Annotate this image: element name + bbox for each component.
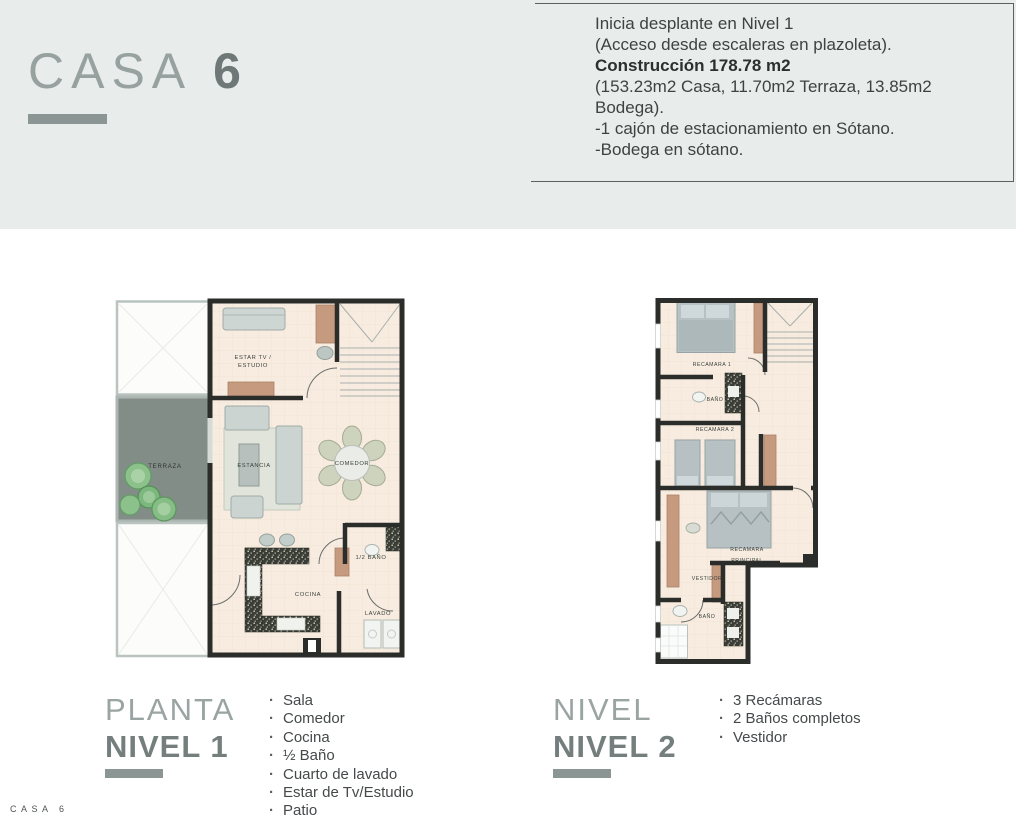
floor-plan-nivel2	[655, 296, 820, 666]
principal-label-line2: PRINCIPAL	[731, 558, 763, 564]
info-line: Bodega).	[595, 98, 664, 117]
list-item: · Patio	[268, 802, 414, 820]
vestidor-label: VESTIDOR	[691, 576, 723, 582]
legend1-feature-list	[268, 692, 414, 821]
master-bed	[707, 491, 771, 548]
principal-label-line1: RECAMARA	[730, 547, 764, 553]
info-bottom-rule	[531, 181, 1014, 182]
legend2-heading-bold: NIVEL 2	[553, 729, 677, 764]
patio-top-area	[117, 302, 209, 395]
estar-label-line2: ESTUDIO	[238, 363, 268, 369]
footer-label: CASA 6	[10, 804, 69, 814]
legend1-heading-light: PLANTA	[105, 692, 236, 727]
cocina-label: COCINA	[294, 592, 322, 598]
legend2-accent-bar	[553, 769, 611, 778]
legend2-heading-light: NIVEL	[553, 692, 653, 727]
medio-bano-label: 1/2 BAÑO	[355, 555, 387, 561]
legend2-feature-list	[718, 692, 861, 747]
floor-plan-nivel1	[115, 298, 405, 663]
sliding-door	[208, 418, 213, 463]
list-item: · Cuarto de lavado	[268, 766, 414, 784]
title-word: CASA	[28, 43, 193, 99]
list-item: · ½ Baño	[268, 747, 414, 765]
house-interior	[208, 301, 403, 655]
legend1-heading-bold: NIVEL 1	[105, 729, 229, 764]
list-item: · Estar de Tv/Estudio	[268, 784, 414, 802]
bano-label: BAÑO	[706, 397, 724, 403]
info-block	[595, 13, 1010, 160]
info-line: Inicia desplante en Nivel 1	[595, 14, 794, 33]
terraza-area	[117, 397, 209, 521]
list-item: · 3 Recámaras	[718, 692, 861, 710]
info-top-rule	[535, 3, 1014, 4]
legend1-accent-bar	[105, 769, 163, 778]
recamara2-label: RECAMARA 2	[695, 427, 735, 433]
info-line: (153.23m2 Casa, 11.70m2 Terraza, 13.85m2	[595, 77, 932, 96]
list-item: · Vestidor	[718, 729, 861, 747]
list-item: · Cocina	[268, 729, 414, 747]
decor-oval	[686, 523, 700, 533]
info-right-rule	[1013, 3, 1014, 182]
list-item: · Comedor	[268, 710, 414, 728]
estancia-label: ESTANCIA	[237, 463, 271, 469]
info-line: -1 cajón de estacionamiento en Sótano.	[595, 119, 895, 138]
list-item: · 2 Baños completos	[718, 710, 861, 728]
bano2-label: BAÑO	[698, 614, 716, 620]
list-item: · Sala	[268, 692, 414, 710]
wall-opening	[308, 640, 316, 652]
bedroom1-bed	[677, 303, 735, 353]
lavado-label: LAVADO	[364, 611, 392, 617]
info-line-construction: Construcción 178.78 m2	[595, 56, 791, 75]
page-title	[28, 43, 248, 99]
estar-label-line1: ESTAR TV /	[234, 355, 272, 361]
recamara1-label: RECAMARA 1	[692, 362, 732, 368]
title-accent-bar	[28, 114, 107, 124]
info-line: (Acceso desde escaleras en plazoleta).	[595, 35, 892, 54]
level2-interior	[656, 300, 817, 662]
terraza-label: TERRAZA	[148, 464, 182, 470]
info-line: -Bodega en sótano.	[595, 140, 744, 159]
title-number: 6	[213, 43, 248, 99]
comedor-label: COMEDOR	[334, 461, 370, 467]
patio-bottom-area	[117, 523, 209, 656]
bedroom2-beds	[675, 440, 735, 487]
